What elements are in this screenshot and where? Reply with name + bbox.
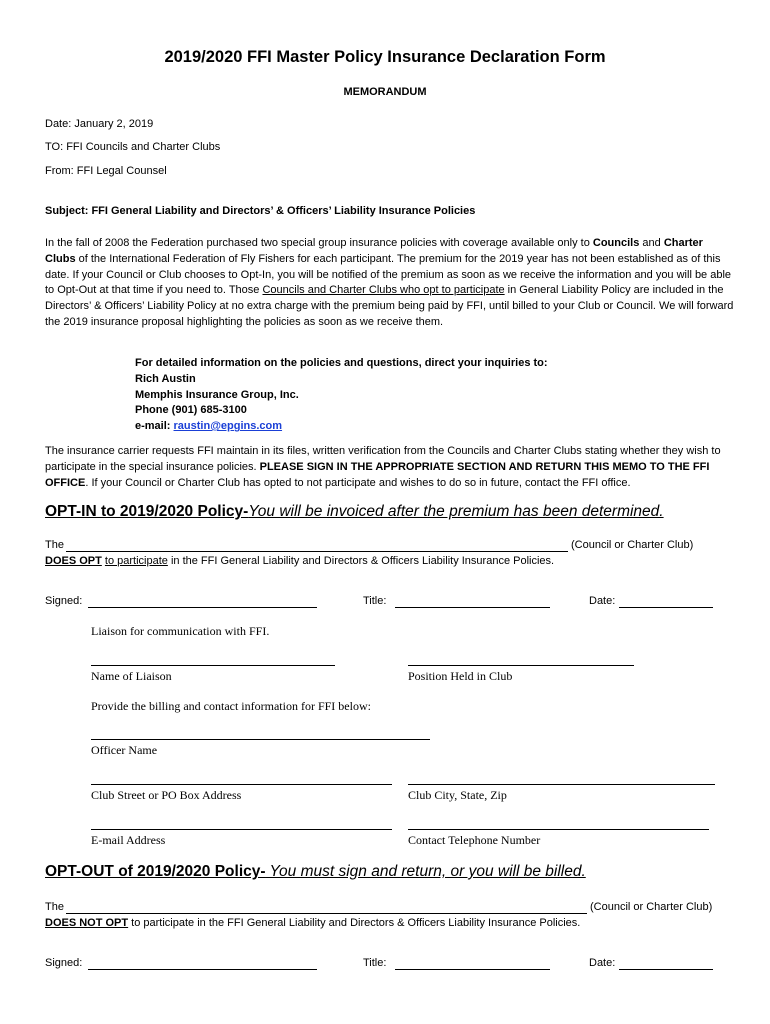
opt-out-club-suffix: (Council or Charter Club): [590, 901, 713, 913]
intro-text-3: in General Liability Policy are included in the Directors’ & Officers’ Liability Policy at no extra charge with the premium being paid by FFI, until billed to your Club or Council. We will forward the 2019 insurance proposal highlighting the policies as soon as we receive them.: [45, 284, 734, 328]
email-address-line[interactable]: [91, 829, 392, 830]
intro-text-1: In the fall of 2008 the Federation purchased two special group insurance policies with coverage available only to: [45, 237, 593, 249]
opt-in-statement-text: in the FFI General Liability and Directors & Officers Liability Insurance Policies.: [167, 555, 555, 567]
verification-text-1: The insurance carrier requests FFI maintain in its files, written verification from the Councils and Charter Clubs stating whether they wish to participate in the special insurance policies.: [45, 445, 721, 473]
liaison-intro: Liaison for communication with FFI.: [91, 624, 270, 638]
opt-out-heading-note: You must sign and return, or you will be billed.: [265, 863, 586, 880]
does-not-opt-label: DOES NOT OPT: [45, 917, 129, 929]
memo-subject: Subject: FFI General Liability and Directors’ & Officers’ Liability Insurance Policies: [45, 205, 476, 217]
contact-intro: For detailed information on the policies and questions, direct your inquiries to:: [135, 357, 548, 369]
email-label: e-mail:: [135, 420, 174, 433]
street-address-label: Club Street or PO Box Address: [91, 788, 242, 802]
opt-out-statement: [45, 917, 580, 929]
opt-out-signature-line[interactable]: [88, 969, 317, 970]
opt-in-date-line[interactable]: [619, 607, 713, 608]
opt-participate-underlined: Councils and Charter Clubs who opt to participate: [262, 284, 505, 297]
opt-out-title-label: Title:: [363, 957, 387, 969]
verification-paragraph: [45, 444, 735, 491]
opt-out-statement-text: to participate in the FFI General Liability and Directors & Officers Liability Insurance Policies.: [128, 917, 581, 929]
opt-out-signed-label: Signed:: [45, 957, 83, 969]
officer-name-label: Officer Name: [91, 743, 158, 757]
opt-in-club-name-line[interactable]: [66, 551, 568, 552]
to-participate-label: to participate: [104, 555, 168, 567]
memo-date: Date: January 2, 2019: [45, 118, 154, 130]
opt-in-signature-line[interactable]: [88, 607, 317, 608]
intro-and: and: [639, 237, 661, 249]
opt-in-title-line[interactable]: [395, 607, 550, 608]
officer-name-line[interactable]: [91, 739, 430, 740]
email-link[interactable]: raustin@epgins.com: [173, 420, 283, 433]
city-state-zip-line[interactable]: [408, 784, 715, 785]
opt-in-heading: [45, 503, 664, 521]
councils-bold: Councils: [592, 237, 640, 249]
contact-phone: Phone (901) 685-3100: [135, 404, 247, 417]
liaison-name-label: Name of Liaison: [91, 669, 172, 683]
position-held-line[interactable]: [408, 665, 634, 666]
opt-in-the-label: The: [45, 539, 64, 551]
opt-out-date-label: Date:: [589, 957, 616, 969]
street-address-line[interactable]: [91, 784, 392, 785]
intro-paragraph: [45, 236, 735, 331]
opt-out-heading: [45, 863, 586, 881]
memo-from: From: FFI Legal Counsel: [45, 165, 167, 177]
opt-in-heading-text: OPT-IN to 2019/2020 Policy-: [45, 503, 249, 520]
billing-intro: Provide the billing and contact information for FFI below:: [91, 699, 371, 713]
opt-out-heading-text: OPT-OUT of 2019/2020 Policy-: [45, 863, 266, 880]
telephone-line[interactable]: [408, 829, 709, 830]
contact-name: Rich Austin: [135, 372, 196, 385]
memo-to: TO: FFI Councils and Charter Clubs: [45, 141, 221, 153]
opt-out-title-line[interactable]: [395, 969, 550, 970]
opt-out-the-label: The: [45, 901, 64, 913]
city-state-zip-label: Club City, State, Zip: [408, 788, 507, 802]
memorandum-label: MEMORANDUM: [343, 86, 427, 98]
does-opt-label: DOES OPT: [45, 555, 102, 567]
telephone-label: Contact Telephone Number: [408, 833, 541, 847]
contact-email-row: [135, 419, 548, 435]
sign-return-instruction: PLEASE SIGN IN THE APPROPRIATE SECTION AND RETURN THIS MEMO TO THE FFI OFFICE: [45, 460, 710, 489]
opt-in-title-label: Title:: [363, 595, 387, 607]
position-held-label: Position Held in Club: [408, 669, 513, 683]
opt-out-date-line[interactable]: [619, 969, 713, 970]
intro-text-2: of the International Federation of Fly Fishers for each participant. The premium for the 2019 year has not been established as of this date. If your Council or Club chooses to Opt-In, you will be notified of the premium as soon as we receive the information and you will be able to Opt-Out at that time if you need to. Those: [45, 252, 732, 297]
charter-clubs-bold: Charter Clubs: [45, 237, 703, 265]
opt-in-signed-label: Signed:: [45, 595, 83, 607]
opt-in-date-label: Date:: [589, 595, 616, 607]
contact-company: Memphis Insurance Group, Inc.: [135, 388, 299, 401]
opt-out-club-name-line[interactable]: [66, 913, 587, 914]
opt-in-heading-note: You will be invoiced after the premium has been determined.: [248, 503, 664, 520]
opt-in-club-suffix: (Council or Charter Club): [571, 539, 694, 551]
liaison-name-line[interactable]: [91, 665, 335, 666]
contact-block: [135, 356, 548, 435]
verification-text-2: . If your Council or Charter Club has opted to not participate and wishes to do so in future, contact the FFI office.: [85, 476, 631, 489]
opt-in-statement: [45, 555, 554, 567]
email-address-label: E-mail Address: [91, 833, 166, 847]
page-title: 2019/2020 FFI Master Policy Insurance Declaration Form: [164, 48, 606, 66]
